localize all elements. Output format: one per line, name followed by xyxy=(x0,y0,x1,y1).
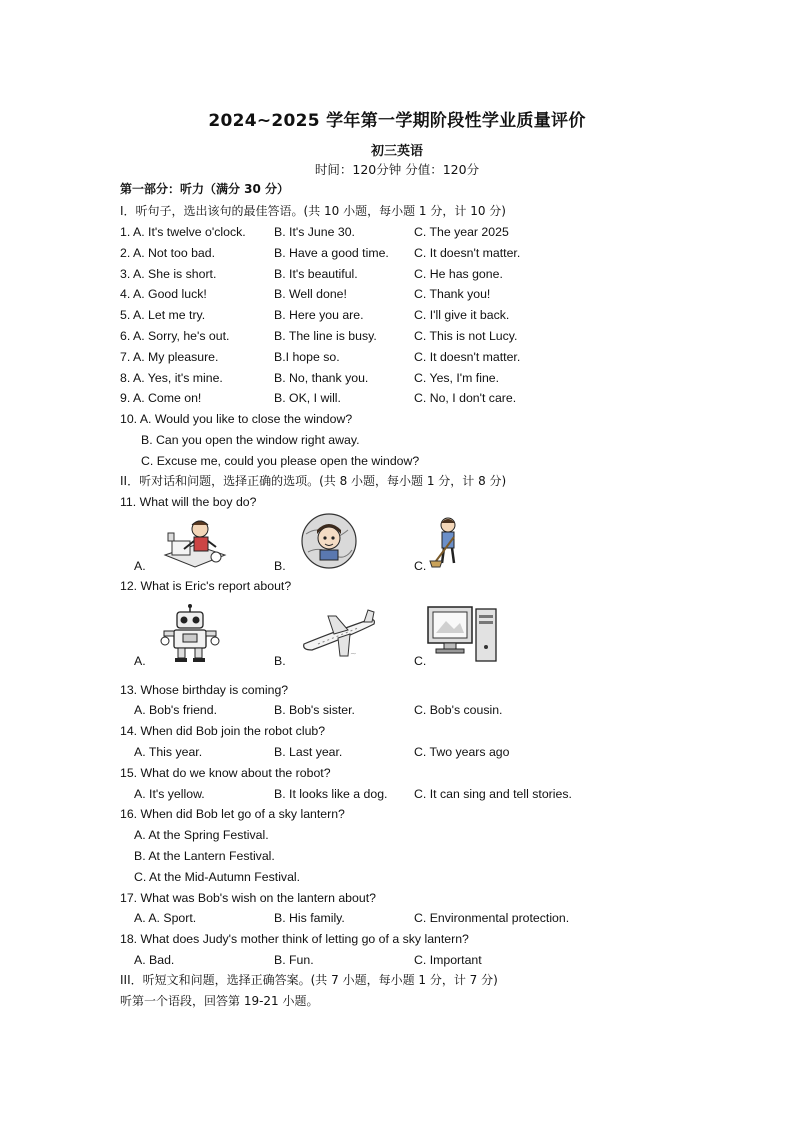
q1-option-b: B. It's June 30. xyxy=(274,225,355,239)
q11-label-c: C. xyxy=(414,559,427,573)
q15-option-b: B. It looks like a dog. xyxy=(274,787,388,801)
section1-heading: I．听句子，选出该句的最佳答语。(共 10 小题，每小题 1 分，计 10 分) xyxy=(120,204,506,218)
q6-option-a: 6. A. Sorry, he's out. xyxy=(120,329,230,343)
q17-option-b: B. His family. xyxy=(274,911,345,925)
q4-option-c: C. Thank you! xyxy=(414,287,491,302)
q9-option-b: B. OK, I will. xyxy=(274,391,341,406)
q11-label-a: A. xyxy=(134,559,146,573)
boy-tidying-picture xyxy=(160,515,230,570)
q15-stem: 15. What do we know about the robot? xyxy=(120,766,331,780)
q18-option-a: A. Bad. xyxy=(134,953,175,967)
child-globe-picture xyxy=(298,512,360,570)
q16-option-b: B. At the Lantern Festival. xyxy=(134,849,275,863)
q8-option-a: 8. A. Yes, it's mine. xyxy=(120,370,223,385)
airplane-picture xyxy=(298,606,380,662)
q2-option-c: C. It doesn't matter. xyxy=(414,245,521,260)
q9-option-c: C. No, I don't care. xyxy=(414,391,517,406)
q5-option-c: C. I'll give it back. xyxy=(414,308,510,323)
section3-heading: III．听短文和问题，选择正确答案。(共 7 小题，每小题 1 分，计 7 分) xyxy=(120,973,498,987)
q5-option-b: B. Here you are. xyxy=(274,308,364,323)
q12-stem: 12. What is Eric's report about? xyxy=(120,579,292,593)
q15-option-a: A. It's yellow. xyxy=(134,787,205,801)
section3-intro: 听第一个语段，回答第 19-21 小题。 xyxy=(120,994,319,1008)
q1-option-a: 1. A. It's twelve o'clock. xyxy=(120,225,246,239)
q6-option-b: B. The line is busy. xyxy=(274,329,377,343)
q12-label-c: C. xyxy=(414,654,427,668)
q9-option-a: 9. A. Come on! xyxy=(120,391,202,406)
boy-sweeping-picture xyxy=(424,515,474,570)
q14-option-b: B. Last year. xyxy=(274,745,343,759)
q10-option-a: 10. A. Would you like to close the window? xyxy=(120,412,353,426)
q16-stem: 16. When did Bob let go of a sky lantern? xyxy=(120,807,345,821)
q4-option-a: 4. A. Good luck! xyxy=(120,287,207,302)
q18-stem: 18. What does Judy's mother think of letting go of a sky lantern? xyxy=(120,932,469,946)
q14-stem: 14. When did Bob join the robot club? xyxy=(120,724,326,738)
exam-title: 2024~2025 学年第一学期阶段性学业质量评价 xyxy=(208,111,586,131)
q10-option-b: B. Can you open the window right away. xyxy=(141,433,360,447)
computer-picture xyxy=(424,603,500,665)
q5-option-a: 5. A. Let me try. xyxy=(120,308,206,323)
q13-stem: 13. Whose birthday is coming? xyxy=(120,683,289,697)
q3-option-c: C. He has gone. xyxy=(414,266,503,281)
q14-option-c: C. Two years ago xyxy=(414,745,510,759)
q13-option-c: C. Bob's cousin. xyxy=(414,703,503,717)
q12-label-a: A. xyxy=(134,654,146,668)
q1-option-c: C. The year 2025 xyxy=(414,225,509,239)
part1-heading: 第一部分：听力（满分 30 分） xyxy=(120,182,290,196)
q8-option-b: B. No, thank you. xyxy=(274,370,369,385)
exam-subject: 初三英语 xyxy=(370,144,423,159)
q17-stem: 17. What was Bob's wish on the lantern about? xyxy=(120,891,376,905)
q3-option-a: 3. A. She is short. xyxy=(120,266,217,281)
q18-option-c: C. Important xyxy=(414,953,482,967)
q4-option-b: B. Well done! xyxy=(274,287,347,302)
q12-label-b: B. xyxy=(274,654,286,668)
q7-option-c: C. It doesn't matter. xyxy=(414,349,521,364)
time-score-line: 时间：120分钟 分值：120分 xyxy=(314,162,480,177)
q7-option-b: B.I hope so. xyxy=(274,349,340,364)
q18-option-b: B. Fun. xyxy=(274,953,314,967)
q14-option-a: A. This year. xyxy=(134,745,203,759)
q16-option-c: C. At the Mid-Autumn Festival. xyxy=(134,870,301,884)
q11-stem: 11. What will the boy do? xyxy=(120,495,257,509)
svg-text:~: ~ xyxy=(350,649,357,658)
q7-option-a: 7. A. My pleasure. xyxy=(120,349,219,364)
q17-option-c: C. Environmental protection. xyxy=(414,911,570,925)
q13-option-a: A. Bob's friend. xyxy=(134,703,218,717)
q11-label-b: B. xyxy=(274,559,286,573)
q3-option-b: B. It's beautiful. xyxy=(274,266,358,281)
q10-option-c: C. Excuse me, could you please open the window? xyxy=(141,454,420,468)
q16-option-a: A. At the Spring Festival. xyxy=(134,828,269,842)
q2-option-b: B. Have a good time. xyxy=(274,245,389,260)
q8-option-c: C. Yes, I'm fine. xyxy=(414,370,500,385)
q6-option-c: C. This is not Lucy. xyxy=(414,329,518,343)
robot-picture xyxy=(160,603,220,663)
q2-option-a: 2. A. Not too bad. xyxy=(120,245,216,260)
q15-option-c: C. It can sing and tell stories. xyxy=(414,787,572,801)
q17-option-a: A. A. Sport. xyxy=(134,911,197,925)
section2-heading: II．听对话和问题，选择正确的选项。(共 8 小题，每小题 1 分，计 8 分) xyxy=(120,474,507,488)
q13-option-b: B. Bob's sister. xyxy=(274,703,355,717)
